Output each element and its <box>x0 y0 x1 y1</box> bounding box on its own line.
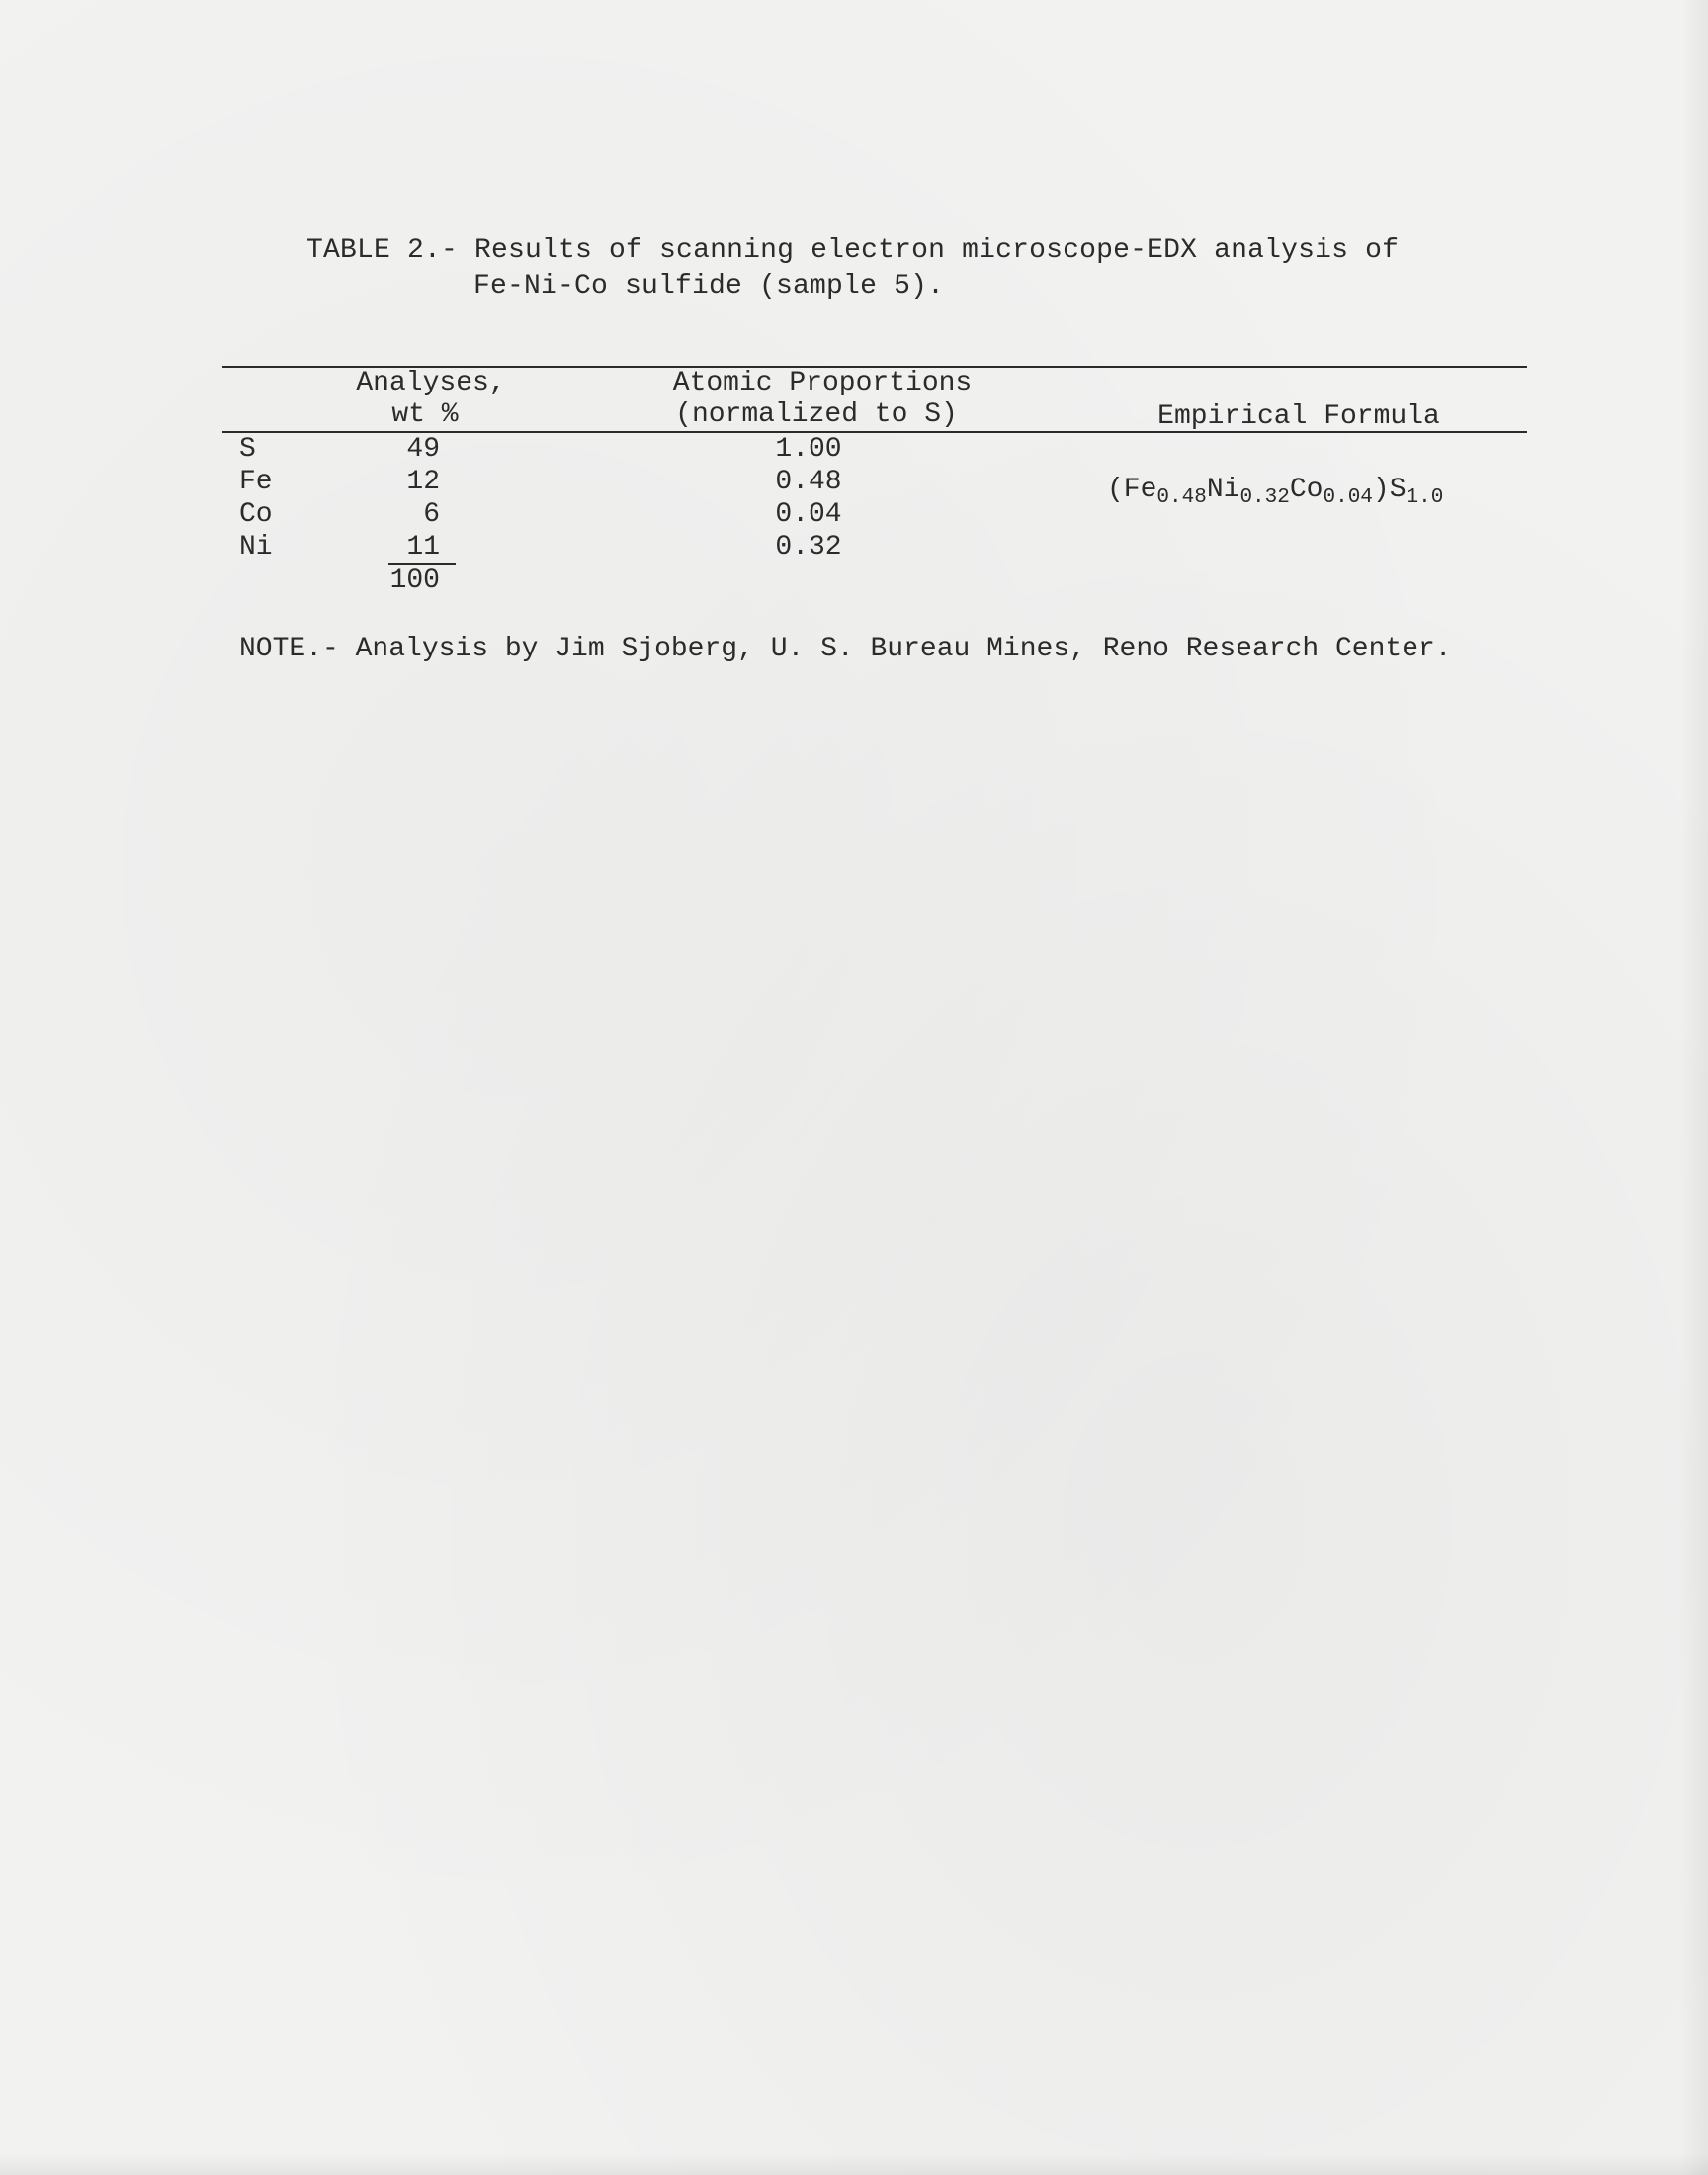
header-analyses-line-1: Analyses, <box>356 368 506 398</box>
table-header-rule <box>222 431 1527 433</box>
empirical-formula <box>1107 475 1443 514</box>
formula-co-subscript: 0.04 <box>1323 486 1373 509</box>
header-atomic-line-2: (normalized to S) <box>675 399 958 430</box>
page-edge-shadow-right <box>1680 0 1708 2175</box>
row-element-fe: Fe <box>239 467 273 497</box>
caption-line-2: Fe-Ni-Co sulfide (sample 5). <box>473 271 945 302</box>
table-caption <box>306 233 1399 304</box>
formula-co: Co <box>1289 475 1324 505</box>
formula-fe-subscript: 0.48 <box>1156 486 1207 509</box>
total-underline <box>388 563 456 565</box>
header-analyses-line-2: wt % <box>391 399 459 430</box>
formula-s-subscript: 1.0 <box>1406 486 1444 509</box>
row-atomic-co: 0.04 <box>775 499 842 530</box>
page-edge-shadow-bottom <box>0 2153 1708 2175</box>
formula-ni-subscript: 0.32 <box>1239 486 1290 509</box>
row-atomic-s: 1.00 <box>775 434 842 465</box>
formula-close: )S <box>1372 475 1407 505</box>
header-empirical-formula: Empirical Formula <box>1157 401 1440 432</box>
header-atomic-line-1: Atomic Proportions <box>672 368 973 398</box>
row-wt-fe: 12 <box>406 467 440 497</box>
row-wt-s: 49 <box>406 434 440 465</box>
formula-ni: Ni <box>1206 475 1240 505</box>
row-element-ni: Ni <box>239 532 273 563</box>
formula-open: (Fe <box>1107 475 1157 505</box>
row-element-s: S <box>239 434 256 465</box>
total-wt: 100 <box>389 566 440 596</box>
row-atomic-ni: 0.32 <box>775 532 842 563</box>
row-wt-co: 6 <box>423 499 440 530</box>
row-atomic-fe: 0.48 <box>775 467 842 497</box>
table-note: NOTE.- Analysis by Jim Sjoberg, U. S. Bureau Mines, Reno Research Center. <box>239 634 1452 664</box>
row-element-co: Co <box>239 499 273 530</box>
caption-line-1: TABLE 2.- Results of scanning electron microscope-EDX analysis of <box>306 235 1400 266</box>
row-wt-ni: 11 <box>406 532 440 563</box>
